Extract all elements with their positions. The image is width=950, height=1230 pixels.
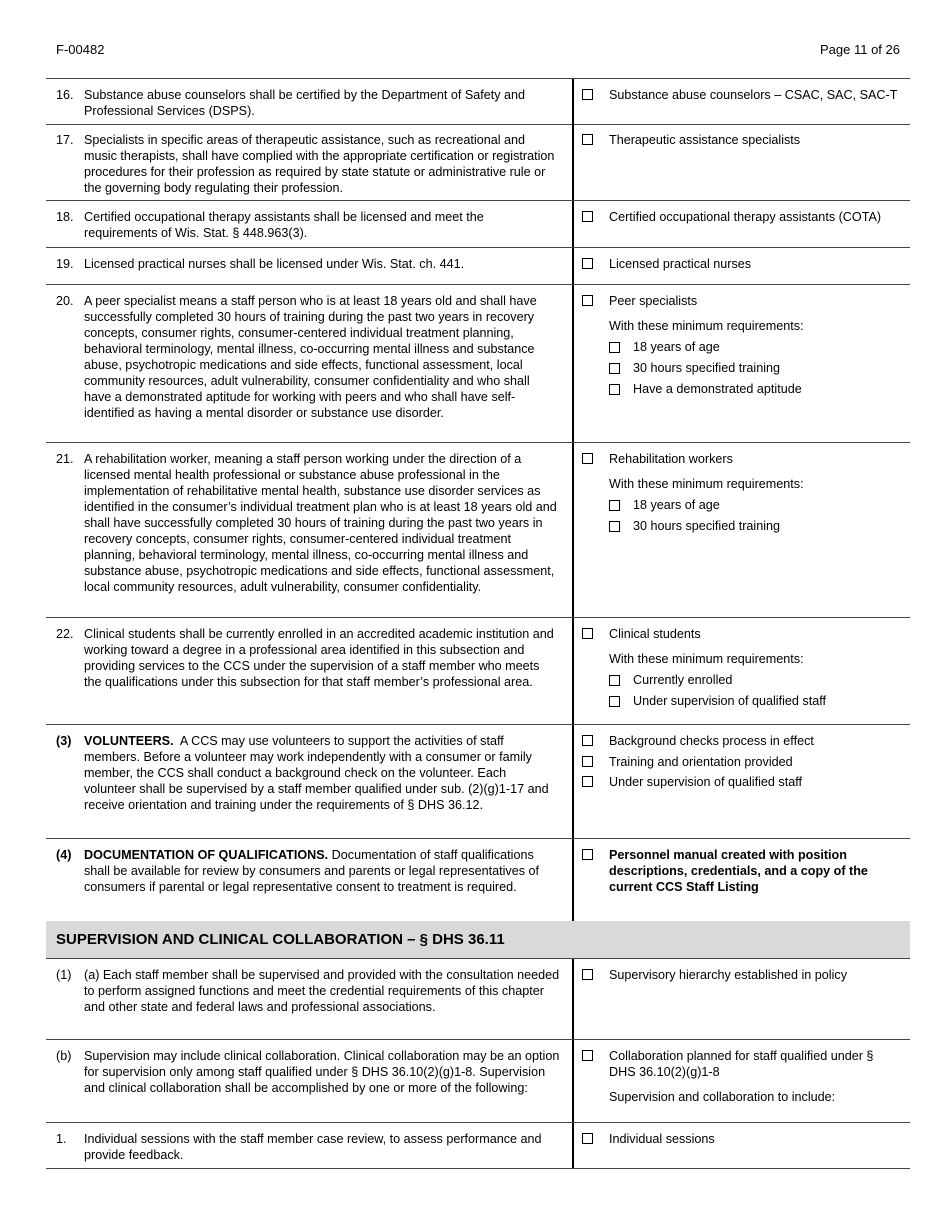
requirement-label: 18 years of age — [633, 340, 720, 354]
checkbox[interactable] — [609, 696, 620, 707]
checkbox-label: Licensed practical nurses — [609, 257, 752, 271]
checkbox-label: Clinical students — [609, 627, 701, 641]
requirement-row-20 — [46, 285, 910, 443]
min-requirements-label: With these minimum requirements: — [609, 652, 804, 666]
checkbox[interactable] — [582, 849, 593, 860]
page-number: Page 11 of 26 — [820, 42, 900, 57]
checkbox[interactable] — [609, 500, 620, 511]
requirement-text: Certified occupational therapy assistants shall be licensed and meet the requirements of Wis. Stat. § 448.963(3). — [84, 210, 484, 240]
checkbox[interactable] — [582, 756, 593, 767]
checkbox[interactable] — [582, 969, 593, 980]
checkbox[interactable] — [582, 1133, 593, 1144]
checkbox[interactable] — [582, 89, 593, 100]
item-number: 16. — [56, 88, 74, 102]
requirement-text: (a) Each staff member shall be supervised and provided with the consultation needed to perform assigned functions and meet the credential requirements of this chapter and other state and federal laws and professional associations. — [84, 968, 560, 1014]
requirement-row-21 — [46, 443, 910, 618]
requirement-label: Currently enrolled — [633, 673, 733, 687]
checkbox[interactable] — [582, 1050, 593, 1061]
checkbox[interactable] — [609, 675, 620, 686]
checkbox-label: Personnel manual created with position descriptions, credentials, and a copy of the current CCS Staff Listing — [609, 848, 868, 894]
item-number: 17. — [56, 133, 74, 147]
checkbox[interactable] — [582, 735, 593, 746]
checkbox-label: Collaboration planned for staff qualified under § DHS 36.10(2)(g)1-8 — [609, 1049, 874, 1079]
requirement-label: 30 hours specified training — [633, 519, 781, 533]
item-number: 20. — [56, 294, 74, 308]
requirement-row-volunteers — [46, 725, 910, 839]
section-title: DOCUMENTATION OF QUALIFICATIONS. — [84, 848, 329, 862]
checkbox[interactable] — [609, 342, 620, 353]
checkbox-label: Rehabilitation workers — [609, 452, 733, 466]
checkbox[interactable] — [609, 521, 620, 532]
requirement-text: Substance abuse counselors shall be certified by the Department of Safety and Professional Services (DSPS). — [84, 88, 526, 118]
requirement-label: Under supervision of qualified staff — [633, 694, 826, 708]
checkbox[interactable] — [582, 211, 593, 222]
supervision-row-1a — [46, 959, 910, 1040]
requirement-label: Have a demonstrated aptitude — [633, 382, 802, 396]
checkbox-label: Peer specialists — [609, 294, 698, 308]
requirement-text: Clinical students shall be currently enrolled in an accredited academic institution and working toward a degree in a professional area identified in this subsection and providing services to the CCS under the supervision of a staff member who meets the qualifications under this subsection for that staff member’s professional area. — [84, 627, 554, 689]
checkbox[interactable] — [582, 295, 593, 306]
checkbox[interactable] — [582, 776, 593, 787]
min-requirements-label: With these minimum requirements: — [609, 319, 804, 333]
checkbox-label: Certified occupational therapy assistants (COTA) — [609, 210, 882, 224]
checkbox-label: Background checks process in effect — [609, 734, 814, 748]
item-number: (4) — [56, 848, 72, 862]
item-number: 1. — [56, 1132, 67, 1146]
section-title: SUPERVISION AND CLINICAL COLLABORATION – § DHS 36.11 — [56, 931, 505, 948]
item-number: (3) — [56, 734, 72, 748]
checkbox[interactable] — [582, 258, 593, 269]
item-number: (b) — [56, 1049, 72, 1063]
checkbox-label: Training and orientation provided — [609, 755, 793, 769]
item-number: 22. — [56, 627, 74, 641]
supervision-row-individual-sessions — [46, 1123, 910, 1169]
checkbox-label: Under supervision of qualified staff — [609, 775, 802, 789]
section-header — [46, 921, 910, 959]
checkbox[interactable] — [582, 134, 593, 145]
checkbox-label: Substance abuse counselors – CSAC, SAC, SAC-T — [609, 88, 898, 102]
checkbox[interactable] — [582, 628, 593, 639]
requirement-text: Specialists in specific areas of therapeutic assistance, such as recreational and music therapists, shall have complied with the appropriate certification or registration procedures for their profession as required by state statute or administrative rule or the governing body regulating their profession. — [84, 133, 555, 195]
supervision-row-b — [46, 1040, 910, 1123]
checkbox[interactable] — [609, 363, 620, 374]
requirement-row-16 — [46, 78, 910, 125]
requirement-text: A peer specialist means a staff person who is at least 18 years old and shall have successfully completed 30 hours of training during the past two years in recovery concepts, consumer rights, consumer-centered individual treatment planning, behavioral terminology, mental illness, co-occurring mental illness and substance abuse, psychotropic medications and side effects, functional assessment, local community resources, adult vulnerability, consumer confidentiality and who shall have a demonstrated aptitude for working with peers and who shall have self-identified as having a mental disorder or substance use disorder. — [84, 294, 537, 420]
requirement-text: Individual sessions with the staff member case review, to assess performance and provide feedback. — [84, 1132, 542, 1162]
requirement-text: Licensed practical nurses shall be licensed under Wis. Stat. ch. 441. — [84, 257, 465, 271]
requirement-row-documentation — [46, 839, 910, 921]
requirement-row-17 — [46, 124, 910, 201]
item-number: (1) — [56, 968, 72, 982]
item-number: 19. — [56, 257, 74, 271]
checkbox-label: Supervisory hierarchy established in policy — [609, 968, 847, 982]
form-id: F-00482 — [56, 42, 105, 57]
checkbox-label: Individual sessions — [609, 1132, 715, 1146]
requirement-row-18 — [46, 201, 910, 248]
checkbox-label: Therapeutic assistance specialists — [609, 133, 801, 147]
requirement-text: A CCS may use volunteers to support the activities of staff members. Before a volunteer may work independently with a consumer or family member, the CCS shall conduct a background check on the volunteer. Each volunteer shall be supervised by a staff member qualified under sub. (2)(g)1-17 and receive orientation and training under the requirements of § DHS 36.12. — [84, 734, 549, 812]
item-number: 18. — [56, 210, 74, 224]
requirement-row-19 — [46, 248, 910, 285]
requirement-row-22 — [46, 618, 910, 725]
requirement-text: Supervision may include clinical collaboration. Clinical collaboration may be an option for supervision only among staff qualified under § DHS 36.10(2)(g)1-8. Supervision and clinical collaboration shall be accomplished by one or more of the following: — [84, 1049, 560, 1095]
item-number: 21. — [56, 452, 74, 466]
checkbox[interactable] — [582, 453, 593, 464]
section-title: VOLUNTEERS. — [84, 734, 174, 748]
requirement-text: A rehabilitation worker, meaning a staff person working under the direction of a licensed mental health professional or substance abuse professional in the implementation of rehabilitative mental health, substance use disorder services as identified in the consumer’s individual treatment plan who is at least 18 years old and shall have successfully completed 30 hours of training during the past two years in recovery concepts, consumer rights, consumer-centered individual treatment planning, behavioral terminology, mental illness, co-occurring mental illness and substance abuse, psychotropic medications and side effects, functional assessment, local community resources, adult vulnerability, consumer confidentiality. — [84, 452, 557, 594]
requirement-text: Documentation of staff qualifications shall be available for review by consumers and parents or legal representatives of consumers if parental or legal representative consent to treatment is required. — [84, 848, 540, 894]
note-text: Supervision and collaboration to include: — [609, 1090, 836, 1104]
requirement-label: 30 hours specified training — [633, 361, 781, 375]
checkbox[interactable] — [609, 384, 620, 395]
min-requirements-label: With these minimum requirements: — [609, 477, 804, 491]
requirement-label: 18 years of age — [633, 498, 720, 512]
